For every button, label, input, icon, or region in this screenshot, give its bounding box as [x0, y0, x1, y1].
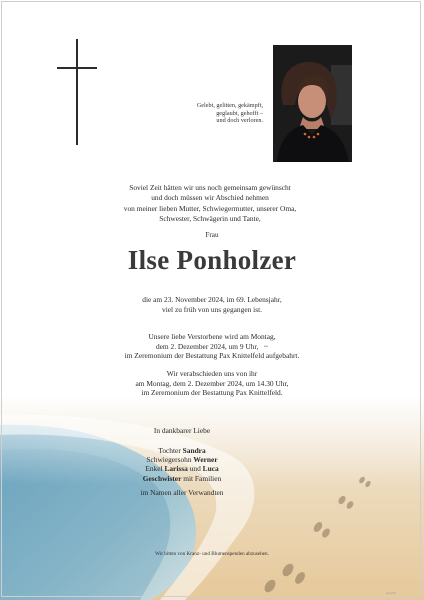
family-member-name: Werner [193, 455, 218, 465]
family-member-name: Sandra [182, 446, 206, 455]
poem [145, 102, 263, 125]
viewing-line [60, 342, 364, 352]
footer-mark: sept 2024 [386, 592, 397, 595]
intro-line: Soviel Zeit hätten wir uns noch gemeinsam gewünscht [129, 183, 291, 192]
portrait-photo [273, 45, 352, 162]
family-line [92, 446, 272, 455]
family-member-name: Luca [202, 464, 219, 474]
family-list [92, 446, 272, 497]
viewing-line: Unsere liebe Verstorbene wird am Montag, [148, 332, 276, 341]
intro-line: Schwester, Schwägerin und Tante, [159, 213, 261, 223]
family-prefix: Enkel [145, 464, 163, 474]
death-line: die am 23. November 2024, im 69. Lebensjahr, [142, 295, 282, 304]
poem-line: geglaubt, gehofft – [216, 109, 263, 117]
farewell-line: am Montag, dem 2. Dezember 2024, um 14.30 Uhr, [135, 378, 289, 388]
farewell-line: im Zeremonium der Bestattung Pax Knittelfeld. [141, 388, 283, 398]
viewing-mark: ~ [264, 341, 269, 351]
farewell-line: Wir verabschieden uns von ihr [166, 369, 258, 378]
farewell-info [60, 369, 364, 398]
intro-text [80, 183, 340, 224]
salutation: Frau [205, 231, 219, 239]
poem-line: Gelebt, gelitten, gekämpft, [196, 102, 263, 109]
flowers-note: Wir bitten von Kranz- und Blumenspenden abzusehen. [155, 551, 269, 557]
family-prefix: Tochter [158, 446, 181, 455]
family-line [92, 474, 272, 483]
family-prefix: Schwiegersohn [146, 455, 192, 465]
viewing-line-text: dem 2. Dezember 2024, um 9 Uhr, [155, 341, 259, 351]
deceased-name: Ilse Ponholzer [127, 245, 297, 275]
death-announcement [60, 295, 364, 314]
death-line: viel zu früh von uns gegangen ist. [162, 304, 262, 314]
poem-line: und doch verloren. [216, 117, 263, 125]
family-line [92, 455, 272, 464]
family-suffix: mit Familien [183, 473, 222, 483]
intro-line: und doch müssen wir Abschied nehmen [151, 193, 269, 203]
viewing-line: im Zeremonium der Bestattung Pax Knittelfeld aufgebahrt. [124, 351, 300, 361]
intro-line: von meiner lieben Mutter, Schwiegermutter, unserer Oma, [123, 203, 297, 213]
family-line [92, 464, 272, 473]
closing-phrase: In dankbarer Liebe [153, 426, 211, 435]
family-member-name: Geschwister [142, 473, 182, 483]
viewing-info [60, 332, 364, 361]
family-member-name: Larissa [164, 464, 188, 474]
family-line: im Namen aller Verwandten [140, 487, 224, 497]
family-conjunction: und [189, 464, 201, 474]
